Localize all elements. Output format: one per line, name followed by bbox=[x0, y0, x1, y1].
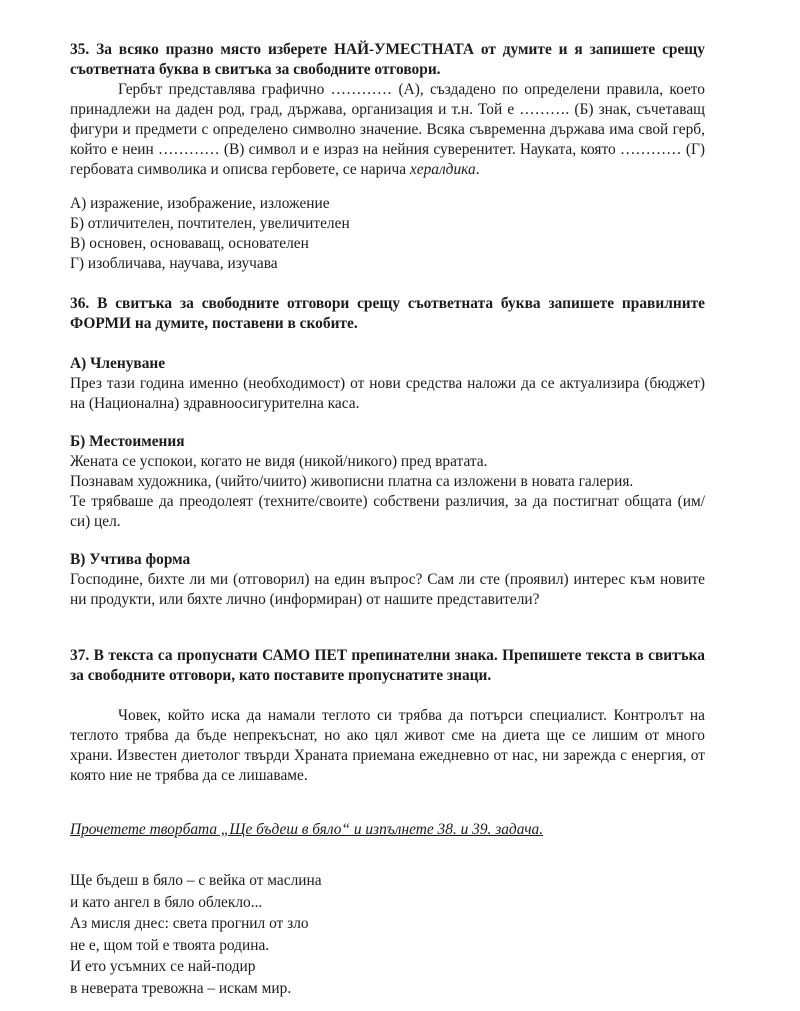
question-36-a-heading: А) Членуване bbox=[70, 355, 166, 372]
poem bbox=[70, 870, 705, 999]
poem-line-1: Ще бъдеш в бяло – с вейка от маслина bbox=[70, 872, 322, 889]
question-35-passage: Гербът представлява графично ………… (А), създадено по определени правила, което принадлежи на даден род, град, държава, организация и т.н. Той е ………. (Б) знак, съчетаващ фигури и предмети с определено символно значение. Всяка съвременна държава има свой герб, който е неин ………… (В) символ и е израз на нейния суверенитет. Науката, която ………… (Г) гербовата символика и описва гербовете, се нарича bbox=[70, 81, 705, 178]
question-36-b-line-2: Познавам художника, (чийто/чиито) живописни платна са изложени в новата галерия. bbox=[70, 473, 634, 490]
poem-line-6: в неверата тревожна – искам мир. bbox=[70, 979, 292, 997]
question-35-term: хералдика bbox=[409, 161, 476, 178]
question-37-text: Човек, който иска да намали теглото си трябва да потърси специалист. Контролът на теглото трябва да бъде непрекъснат, но ако цял живот сме на диета ще се лишим от много храни. Известен диетолог твърди Храната приемана ежедневно от нас, ни зарежда с енергия, от която ние не трябва да се лишаваме. bbox=[70, 707, 705, 784]
question-36-title: 36. В свитъка за свободните отговори срещу съответната буква запишете правилните ФОРМИ на думите, поставени в скобите. bbox=[70, 295, 705, 332]
reading-instruction: Прочетете творбата „Ще бъдеш в бяло“ и изпълнете 38. и 39. задача. bbox=[70, 821, 544, 838]
question-36-b-heading: Б) Местоимения bbox=[70, 433, 185, 450]
question-35-text bbox=[70, 80, 705, 180]
option-c: В) основен, основаващ, основателен bbox=[70, 235, 309, 252]
question-36-c-heading: В) Учтива форма bbox=[70, 551, 191, 568]
option-d: Г) изобличава, научава, изучава bbox=[70, 255, 278, 272]
poem-line-2: и като ангел в бяло облекло... bbox=[70, 893, 263, 911]
poem-line-5: И ето усъмних се най-подир bbox=[70, 958, 256, 975]
question-37-title: 37. В текста са пропуснати САМО ПЕТ препинателни знака. Препишете текста в свитъка за свободните отговори, като поставите пропуснатите знаци. bbox=[70, 647, 705, 684]
question-35-title: 35. За всяко празно място изберете НАЙ-УМЕСТНАТА от думите и я запишете срещу съответната буква в свитъка за свободните отговори. bbox=[70, 41, 705, 78]
poem-line-3: Аз мисля днес: света прогнил от зло bbox=[70, 915, 309, 932]
question-36-c-text: Господине, бихте ли ми (отговорил) на един въпрос? Сам ли сте (проявил) интерес към новите ни продукти, или бяхте лично (информиран) от нашите представители? bbox=[70, 571, 705, 608]
question-36-b-line-3: Те трябваше да преодолеят (техните/своите) собствени различия, за да постигнат общата (им/си) цел. bbox=[70, 493, 705, 530]
option-a: А) изражение, изображение, изложение bbox=[70, 195, 330, 212]
poem-line-4: не е, щом той е твоята родина. bbox=[70, 936, 270, 954]
question-35-passage-end: . bbox=[475, 161, 480, 178]
question-36-a-text: През тази година именно (необходимост) от нови средства наложи да се актуализира (бюджет) на (Национална) здравноосигурителна каса. bbox=[70, 375, 705, 412]
question-35-options bbox=[70, 194, 705, 274]
question-36-b-line-1: Жената се успокои, когато не видя (никой/никого) пред вратата. bbox=[70, 453, 488, 470]
option-b: Б) отличителен, почтителен, увеличителен bbox=[70, 215, 350, 232]
